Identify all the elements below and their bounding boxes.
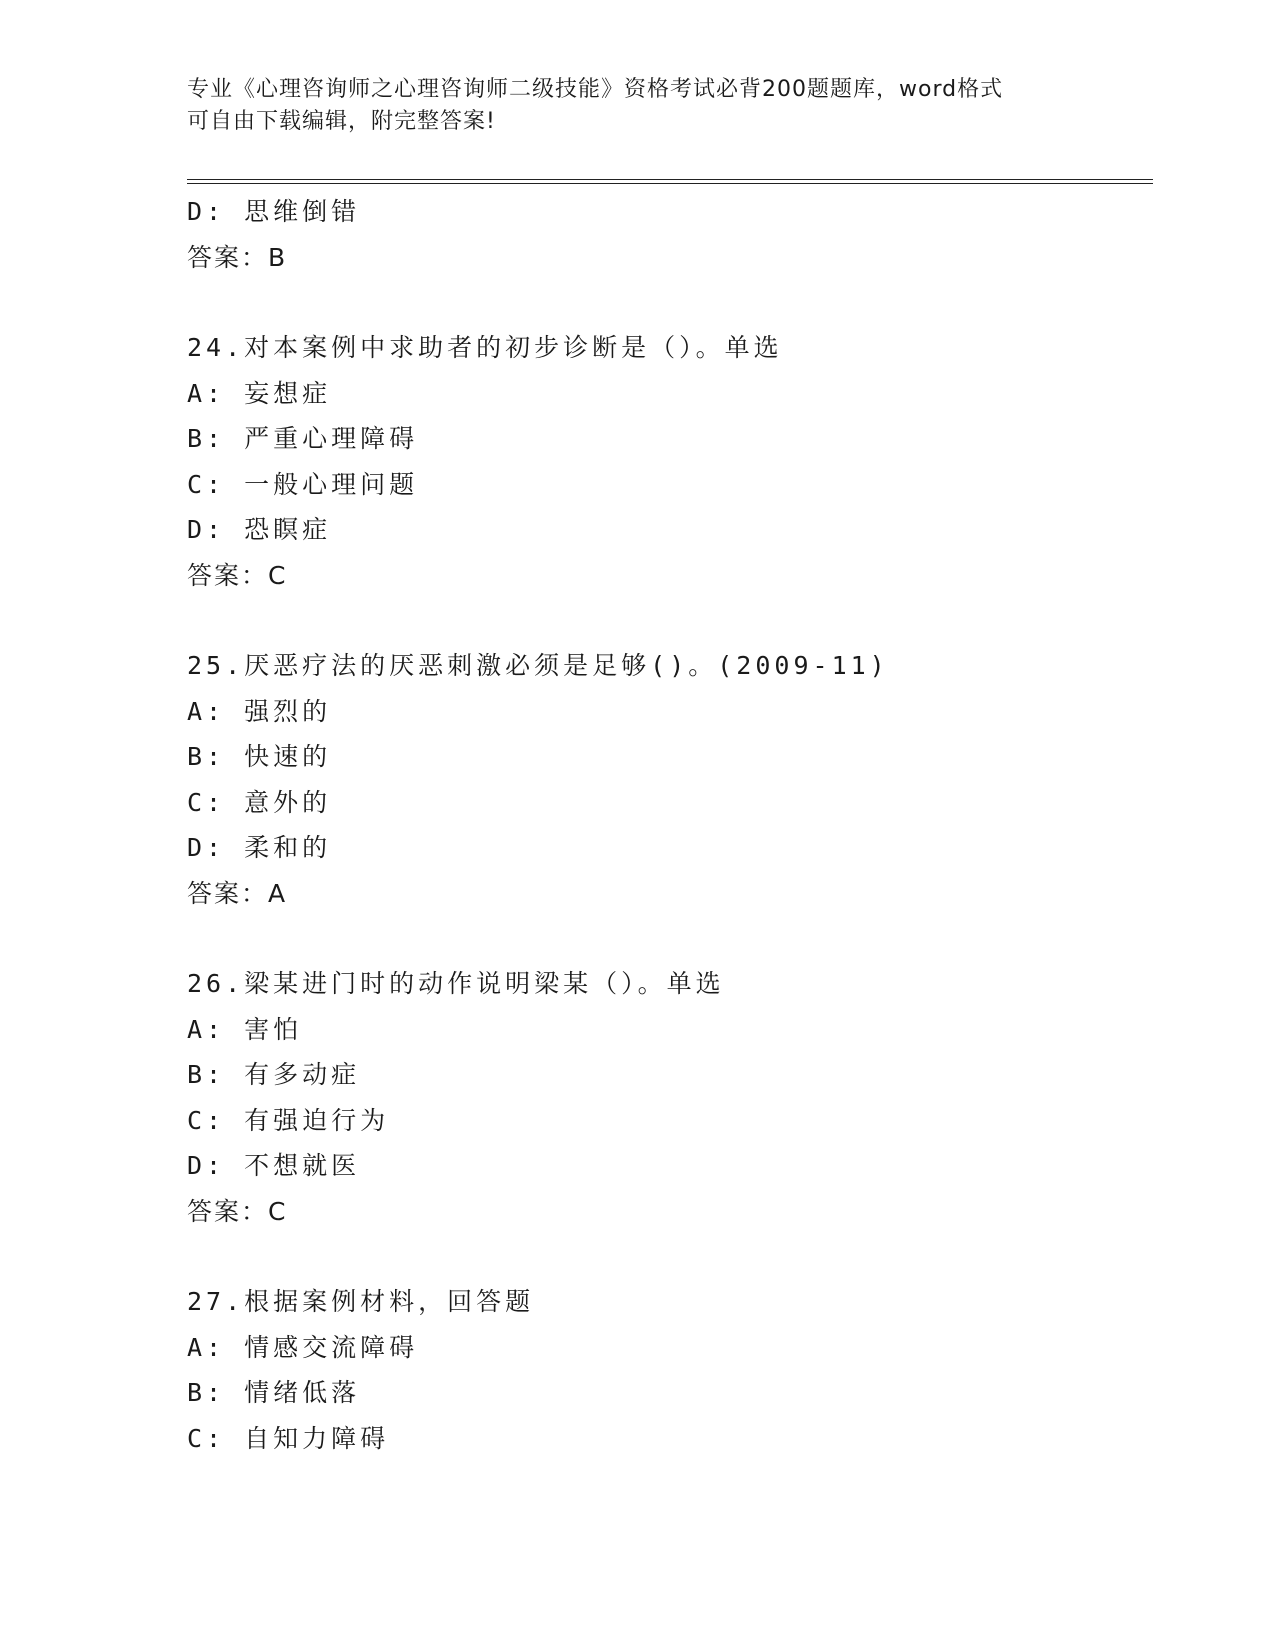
header-divider-top: [187, 179, 1153, 180]
answer: 答案：A: [187, 878, 288, 908]
prev-option-d: D: 思维倒错: [187, 197, 361, 226]
document-header: [187, 74, 1087, 138]
option-b: B: 情绪低落: [187, 1378, 361, 1407]
option-d: D: 恐瞑症: [187, 515, 332, 544]
header-divider-bottom: [187, 183, 1153, 184]
option-b: B: 有多动症: [187, 1060, 361, 1089]
question-stem: 26.梁某进门时的动作说明梁某（）。单选: [187, 969, 725, 998]
option-c: C: 有强迫行为: [187, 1105, 390, 1135]
option-c: C: 自知力障碍: [187, 1423, 390, 1453]
option-c: C: 一般心理问题: [187, 469, 419, 499]
option-c: C: 意外的: [187, 787, 332, 817]
spacer: [187, 916, 1147, 961]
prev-answer: 答案：B: [187, 242, 288, 272]
option-d: D: 不想就医: [187, 1151, 361, 1180]
option-d: D: 柔和的: [187, 833, 332, 862]
option-a: A: 情感交流障碍: [187, 1332, 419, 1362]
option-a: A: 害怕: [187, 1014, 303, 1044]
answer: 答案：C: [187, 1196, 288, 1226]
answer: 答案：C: [187, 560, 288, 590]
question-25: [187, 643, 1147, 916]
option-a: A: 妄想症: [187, 378, 332, 408]
header-line-2: 可自由下载编辑，附完整答案!: [187, 109, 496, 134]
question-list: [187, 189, 1147, 1461]
question-27: [187, 1279, 1147, 1461]
question-stem: 25.厌恶疗法的厌恶刺激必须是足够()。(2009-11): [187, 651, 889, 680]
spacer: [187, 1234, 1147, 1279]
question-24: [187, 325, 1147, 598]
question-26: [187, 961, 1147, 1234]
spacer: [187, 598, 1147, 643]
spacer: [187, 280, 1147, 325]
option-b: B: 快速的: [187, 742, 332, 771]
header-line-1: 专业《心理咨询师之心理咨询师二级技能》资格考试必背200题题库，word格式: [187, 77, 1004, 102]
question-stem: 27.根据案例材料，回答题: [187, 1287, 535, 1316]
option-a: A: 强烈的: [187, 696, 332, 726]
option-b: B: 严重心理障碍: [187, 424, 419, 453]
question-stem: 24.对本案例中求助者的初步诊断是（）。单选: [187, 333, 783, 362]
